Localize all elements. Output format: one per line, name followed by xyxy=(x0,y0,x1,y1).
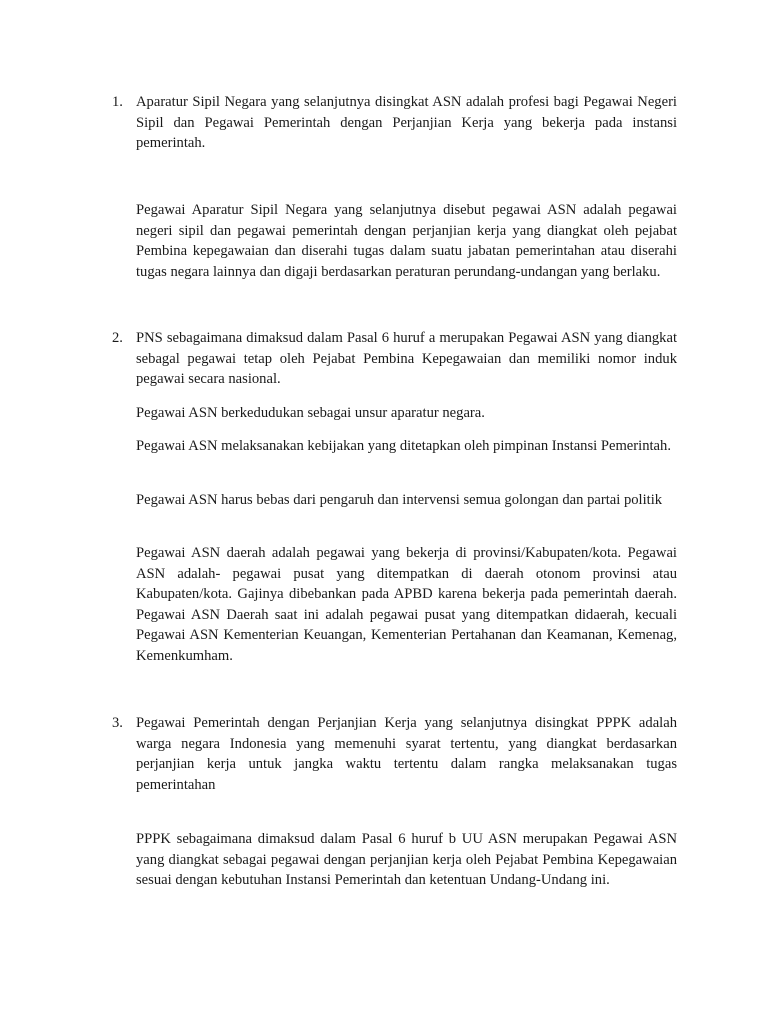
list-item-1 xyxy=(112,92,677,154)
list-number: 1. xyxy=(112,94,123,110)
paragraph: Pegawai ASN berkedudukan sebagai unsur aparatur negara. xyxy=(136,405,485,421)
paragraph: PPPK sebagaimana dimaksud dalam Pasal 6 huruf b UU ASN merupakan Pegawai ASN yang diangkat sebagai pegawai dengan perjanjian kerja oleh Pejabat Pembina Kepegawaian sesuai dengan kebutuhan Instansi Pemerintah dan ketentuan Undang-Undang ini. xyxy=(136,831,677,888)
list-item-text: PNS sebagaimana dimaksud dalam Pasal 6 huruf a merupakan Pegawai ASN yang diangkat sebagal pegawai tetap oleh Pejabat Pembina Kepegawaian dan memiliki nomor induk pegawai secara nasional. xyxy=(136,330,677,387)
list-item-2 xyxy=(112,328,677,390)
paragraph: Pegawai ASN melaksanakan kebijakan yang ditetapkan oleh pimpinan Instansi Pemerintah. xyxy=(136,438,671,454)
paragraph: Pegawai Aparatur Sipil Negara yang selanjutnya disebut pegawai ASN adalah pegawai negeri sipil dan pegawai pemerintah dengan perjanjian kerja yang diangkat oleh pejabat Pembina kepegawaian dan diserahi tugas dalam suatu jabatan pemerintahan atau diserahi tugas negara lainnya dan digaji berdasarkan peraturan perundang-undangan yang berlaku. xyxy=(136,202,677,280)
list-item-3 xyxy=(112,713,677,795)
paragraph: Pegawai ASN daerah adalah pegawai yang bekerja di provinsi/Kabupaten/kota. Pegawai ASN adalah- pegawai pusat yang ditempatkan di daerah otonom provinsi atau Kabupaten/kota. Gajinya dibebankan pada APBD karena bekerja pada pemerintah daerah. Pegawai ASN Daerah saat ini adalah pegawai pusat yang ditempatkan didaerah, kecuali Pegawai ASN Kementerian Keuangan, Kementerian Pertahanan dan Keamanan, Kemenag, Kemenkumham. xyxy=(136,545,677,664)
paragraph: Pegawai ASN harus bebas dari pengaruh dan intervensi semua golongan dan partai politik xyxy=(136,492,663,508)
list-item-text: Pegawai Pemerintah dengan Perjanjian Kerja yang selanjutnya disingkat PPPK adalah warga negara Indonesia yang memenuhi syarat tertentu, yang diangkat berdasarkan perjanjian kerja untuk jangka waktu tertentu dalam rangka melaksanakan tugas pemerintahan xyxy=(136,715,677,793)
list-number: 3. xyxy=(112,715,123,731)
list-item-text: Aparatur Sipil Negara yang selanjutnya disingkat ASN adalah profesi bagi Pegawai Negeri Sipil dan Pegawai Pemerintah dengan Perjanjian Kerja yang bekerja pada instansi pemerintah. xyxy=(136,94,677,151)
list-number: 2. xyxy=(112,330,123,346)
